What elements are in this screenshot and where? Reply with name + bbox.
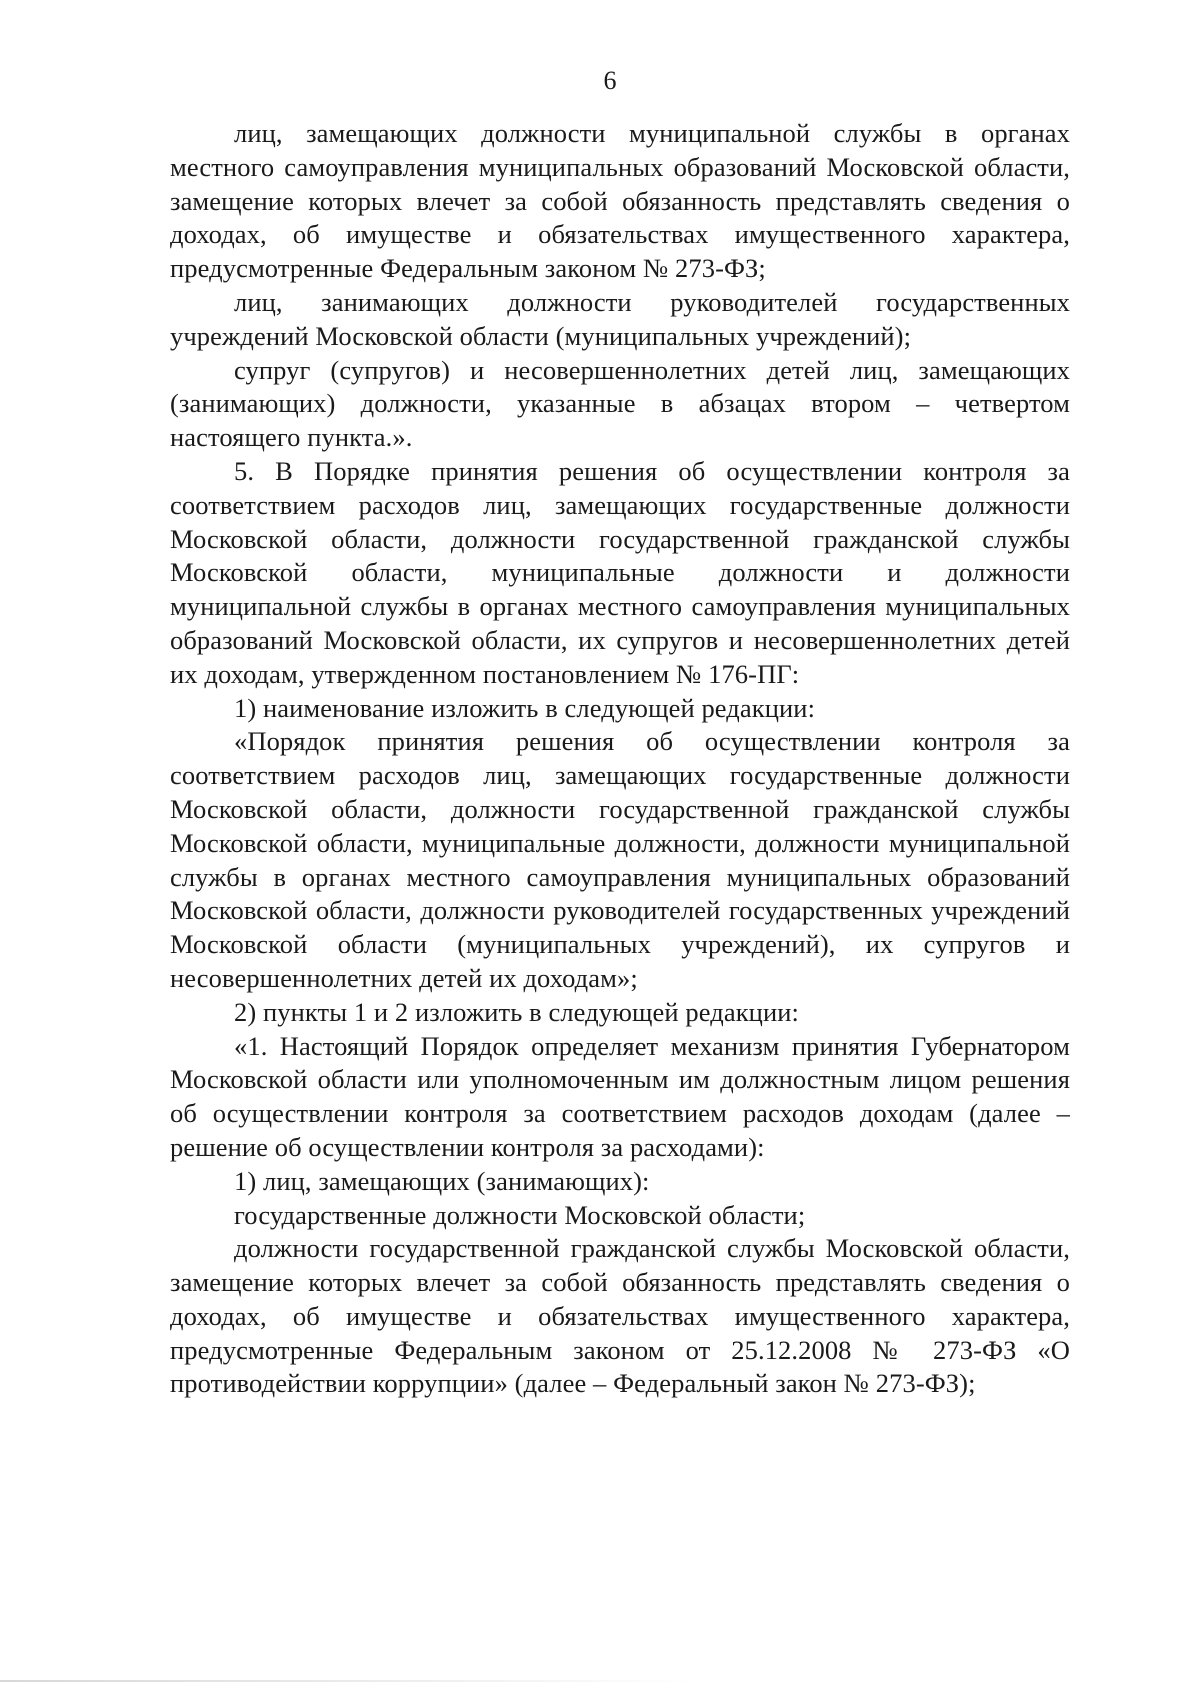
paragraph-civil-service: должности государственной гражданской службы Московской области, замещение которых влечет за собой обязанность представлять сведения о доходах, об имуществе и обязательствах имущественного характера, предусмотренные Федеральным законом от 25.12.2008 № 273-ФЗ «О противодействии коррупции» (далее – Федеральный закон № 273-ФЗ); xyxy=(170,1233,1070,1399)
document-body xyxy=(170,117,1070,1401)
paragraph-item-5: 5. В Порядке принятия решения об осуществлении контроля за соответствием расходов лиц, замещающих государственные должности Московской области, должности государственной гражданской службы Московской области, муниципальные должности и должности муниципальной службы в органах местного самоуправления муниципальных образований Московской области, их супругов и несовершеннолетних детей их доходам, утвержденном постановлением № 176-ПГ: xyxy=(170,455,1070,689)
paragraph-point-1: «1. Настоящий Порядок определяет механизм принятия Губернатором Московской области или уполномоченным им должностным лицом решения об осуществлении контроля за соответствием расходов доходам (далее – решение об осуществлении контроля за расходами): xyxy=(170,1030,1070,1162)
paragraph-persons-holding: 1) лиц, замещающих (занимающих): xyxy=(234,1165,650,1196)
paragraph-state-positions: государственные должности Московской области; xyxy=(234,1199,806,1230)
paragraph-new-title: «Порядок принятия решения об осуществлении контроля за соответствием расходов лиц, замещающих государственные должности Московской области, должности государственной гражданской службы Московской области, муниципальные должности, должности муниципальной службы в органах местного самоуправления муниципальных образований Московской области, должности руководителей государственных учреждений Московской области (муниципальных учреждений), их супругов и несовершеннолетних детей их доходам»; xyxy=(170,726,1070,993)
paragraph-subitem-1: 1) наименование изложить в следующей редакции: xyxy=(234,692,816,723)
paragraph-spouses-children: супруг (супругов) и несовершеннолетних детей лиц, замещающих (занимающих) должности, указанные в абзацах втором – четвертом настоящего пункта.». xyxy=(170,354,1070,453)
scan-edge-artifact xyxy=(0,1680,700,1682)
paragraph-institution-heads: лиц, занимающих должности руководителей государственных учреждений Московской области (муниципальных учреждений); xyxy=(170,286,1070,351)
paragraph-municipal-service: лиц, замещающих должности муниципальной службы в органах местного самоуправления муниципальных образований Московской области, замещение которых влечет за собой обязанность представлять сведения о доходах, об имуществе и обязательствах имущественного характера, предусмотренные Федеральным законом № 273-ФЗ; xyxy=(170,118,1070,284)
paragraph-subitem-2: 2) пункты 1 и 2 изложить в следующей редакции: xyxy=(234,996,799,1027)
page-number: 6 xyxy=(603,66,617,95)
